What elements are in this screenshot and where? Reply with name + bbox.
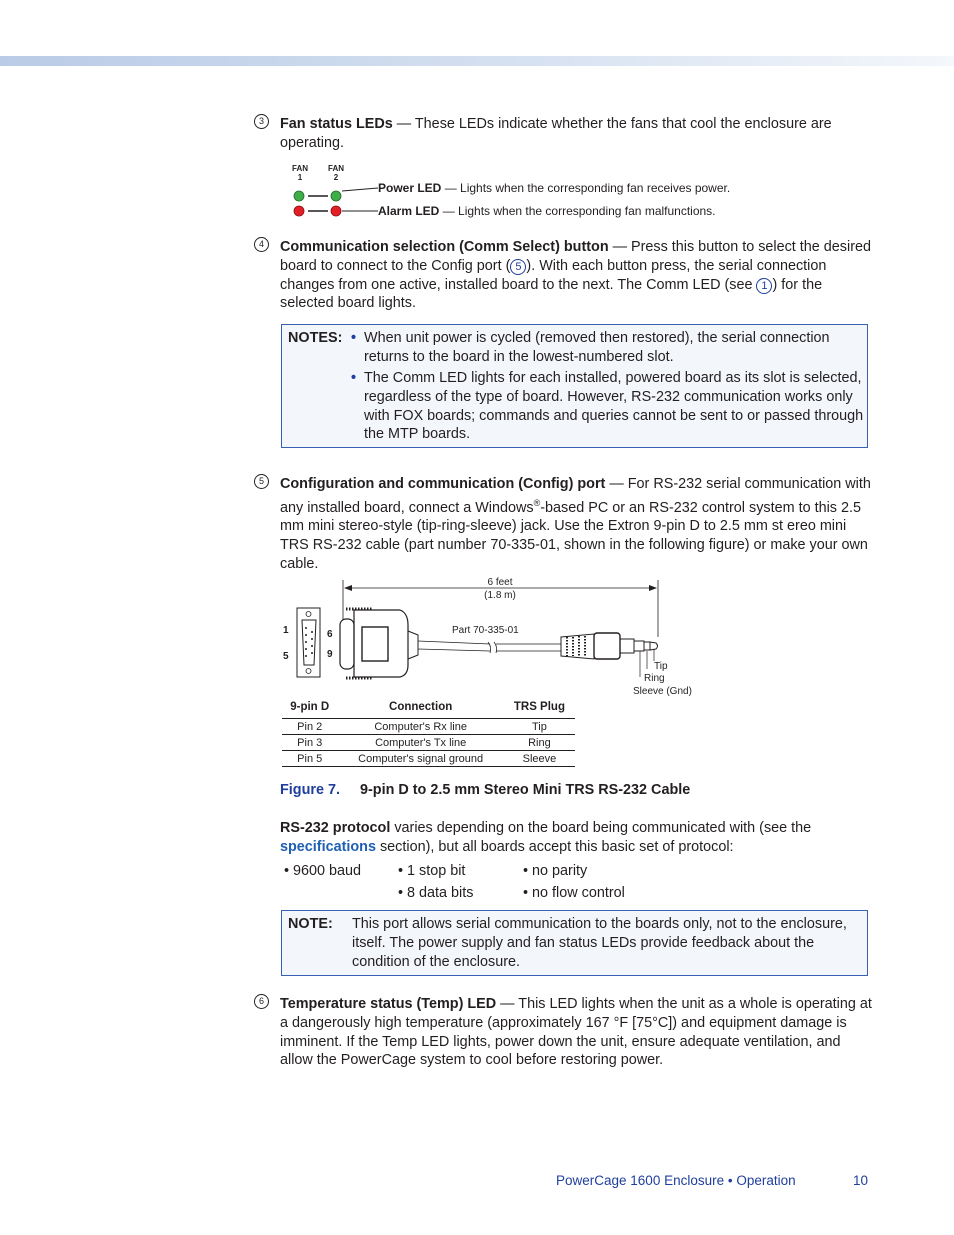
led-graphic (285, 160, 385, 224)
item-6-paragraph (280, 995, 872, 1070)
note-box (281, 910, 868, 976)
length-label-meters: (1.8 m) (484, 590, 516, 601)
item-3-paragraph (280, 115, 872, 153)
pin-6-label: 6 (327, 629, 333, 640)
callout-4-icon: 4 (254, 237, 269, 252)
ref-5-icon: 5 (510, 259, 526, 275)
item-5-paragraph (280, 475, 872, 574)
pin-5-label: 5 (283, 651, 289, 662)
table-row (282, 735, 575, 751)
page-number: 10 (853, 1173, 869, 1188)
table-cell: Pin 5 (282, 751, 337, 767)
pin-1-label: 1 (283, 625, 289, 636)
notes-item-2: The Comm LED lights for each installed, powered board as its slot is selected, regardless of the type of board. However, RS-232 communication works only with FOX boards; commands and queries cannot be sent to or passed through the MTP boards. (364, 370, 864, 443)
callout-3-icon: 3 (254, 114, 269, 129)
tip-label: Tip (654, 661, 668, 672)
protocol-item: • no parity (523, 863, 588, 879)
item-5-title: Configuration and communication (Config) port (280, 476, 606, 492)
note-text: This port allows serial communication to the boards only, not to the enclosure, itself. The power supply and fan status LEDs provide feedback about the condition of the enclosure. (352, 916, 847, 970)
protocol-text-b: section), but all boards accept this basic set of protocol: (375, 838, 734, 855)
protocol-item: • 9600 baud (284, 863, 362, 879)
fan-2-power-led-icon (331, 191, 341, 201)
figure-title: 9-pin D to 2.5 mm Stereo Mini TRS RS-232 Cable (359, 782, 691, 798)
column-header: 9-pin D (282, 700, 337, 719)
protocol-paragraph (280, 819, 872, 857)
table-cell: Pin 3 (282, 735, 337, 751)
ring-label: Ring (644, 673, 665, 684)
item-6-title: Temperature status (Temp) LED (280, 996, 497, 1012)
callout-6-icon: 6 (254, 994, 269, 1009)
alarm-led-legend (378, 204, 716, 218)
notes-box (281, 324, 868, 448)
table-cell: Computer's Rx line (337, 719, 503, 735)
table-header-row (282, 700, 575, 719)
protocol-item: • no flow control (523, 885, 625, 901)
header-band (0, 56, 954, 66)
alarm-led-desc: — Lights when the corresponding fan malfunctions. (439, 204, 716, 218)
ref-1-icon: 1 (756, 278, 772, 294)
power-led-desc: — Lights when the corresponding fan receives power. (441, 181, 731, 195)
fan-1-label: FAN 1 (292, 164, 308, 182)
protocol-title: RS-232 protocol (280, 820, 391, 836)
column-header: TRS Plug (504, 700, 575, 719)
item-4-title: Communication selection (Comm Select) button (280, 239, 609, 255)
protocol-list (284, 860, 684, 904)
specifications-link[interactable]: specifications (280, 838, 376, 855)
table-cell: Ring (504, 735, 575, 751)
item-3-text: — These LEDs indicate whether the fans that cool the enclosure are operating. (280, 116, 832, 151)
item-6-text: — This LED lights when the unit as a whole is operating at a dangerously high temperature (approximately 167 °F [75°C]) and equipment damage is imminent. If the Temp LED lights, power down the unit, ensure adequate ventilation, and allow the PowerCage system to cool before restoring power. (280, 996, 872, 1069)
fan-1-alarm-led-icon (294, 206, 304, 216)
alarm-led-label: Alarm LED (378, 204, 440, 218)
registered-mark: ® (533, 497, 541, 508)
table-cell: Sleeve (504, 751, 575, 767)
callout-5-icon: 5 (254, 474, 269, 489)
figure-label: Figure 7. (280, 782, 340, 798)
notes-bullet-1: • (351, 330, 357, 346)
notes-bullet-2: • (351, 370, 357, 386)
table-row (282, 751, 575, 767)
table-cell: Computer's Tx line (337, 735, 503, 751)
cable-diagram (280, 575, 710, 700)
part-number-label: Part 70-335-01 (452, 625, 519, 636)
power-led-label: Power LED (378, 181, 442, 195)
pin-9-label: 9 (327, 649, 333, 660)
fan-2-alarm-led-icon (331, 206, 341, 216)
figure-caption (280, 782, 690, 798)
column-header: Connection (337, 700, 503, 719)
sleeve-label: Sleeve (Gnd) (633, 686, 692, 697)
fan-led-diagram (285, 160, 785, 224)
item-4-text-b: ). With each button press, the serial connection changes from one active, installed board to the next. The Comm LED (see (280, 257, 827, 293)
protocol-item: • 1 stop bit (398, 863, 466, 879)
power-led-legend (378, 181, 730, 195)
table-cell: Tip (504, 719, 575, 735)
fan-2-label: FAN 2 (328, 164, 344, 182)
pin-table (282, 700, 575, 767)
item-5-text-b: -based PC or an RS-232 control system to this 2.5 mm mini stereo-style (tip-ring-sleeve) jack. Use the Extron 9-pin D to 2.5 mm st ereo mini TRS RS-232 cable (part number 70-335-01, shown in the following figure) or make your own cable. (280, 499, 868, 572)
protocol-item: • 8 data bits (398, 885, 474, 901)
item-4-text-c: ) for the selected board lights. (280, 276, 823, 312)
item-5-text-a: — For RS-232 serial communication with any installed board, connect a Windows (280, 476, 871, 516)
table-row (282, 719, 575, 735)
note-label: NOTE: (288, 916, 333, 932)
fan-1-power-led-icon (294, 191, 304, 201)
notes-label: NOTES: (288, 330, 343, 346)
item-4-paragraph (280, 238, 872, 313)
item-4-text-a: — Press this button to select the desired board to connect to the Config port ( (280, 239, 871, 274)
notes-item-1: When unit power is cycled (removed then restored), the serial connection returns to the board in the lowest-numbered slot. (364, 330, 830, 365)
item-3-title: Fan status LEDs (280, 116, 393, 132)
table-cell: Computer's signal ground (337, 751, 503, 767)
protocol-text-a: varies depending on the board being communicated with (see the (390, 820, 812, 836)
length-label-feet: 6 feet (487, 577, 513, 588)
table-cell: Pin 2 (282, 719, 337, 735)
footer-title: PowerCage 1600 Enclosure • Operation (556, 1173, 796, 1188)
